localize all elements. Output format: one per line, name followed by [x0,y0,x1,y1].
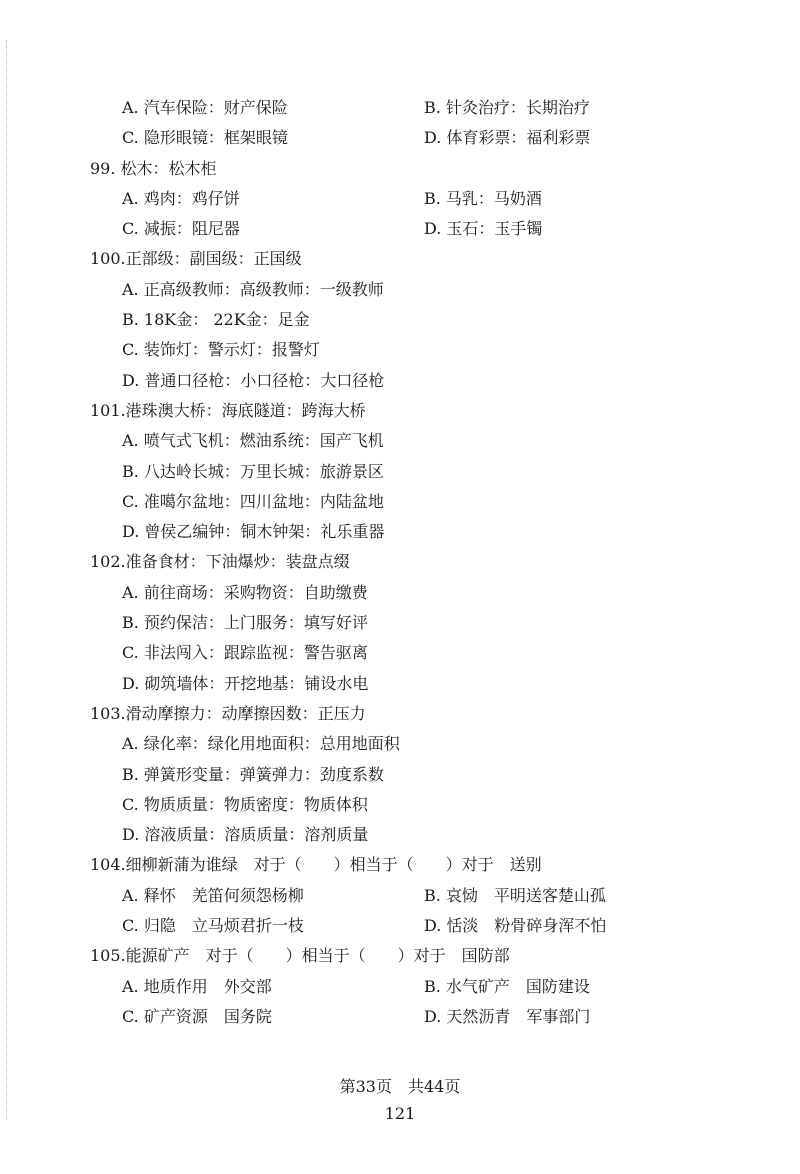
option-b: B. 预约保洁：上门服务：填写好评 [122,613,368,633]
question-104-stem: 104.细柳新蒲为谁绿 对于（ ）相当于（ ）对于 送别 [90,855,542,875]
option-b: B. 弹簧形变量：弹簧弹力：劲度系数 [122,764,384,784]
option-d: D. 溶液质量：溶质质量：溶剂质量 [122,825,369,845]
option-b: B. 哀恸 平明送客楚山孤 [424,885,606,905]
option-d: D. 砌筑墙体：开挖地基：铺设水电 [122,673,369,693]
option-b: B. 水气矿产 国防建设 [424,976,590,996]
option-b: B. 八达岭长城：万里长城：旅游景区 [122,461,384,481]
option-a: A. 前往商场：采购物资：自助缴费 [122,582,368,602]
option-row [90,214,770,244]
option-a: A. 绿化率：绿化用地面积：总用地面积 [122,734,400,754]
question-100-stem: 100.正部级：副国级：正国级 [90,249,302,269]
option-a: A. 喷气式飞机：燃油系统：国产飞机 [122,431,384,451]
page-number: 121 [384,1104,416,1123]
option-c: C. 隐形眼镜：框架眼镜 [122,128,288,148]
option-b: B. 18K金： 22K金：足金 [122,310,310,330]
option-row [90,911,770,941]
option-d: D. 恬淡 粉骨碎身浑不怕 [424,916,607,936]
option-a: A. 释怀 羌笛何须怨杨柳 [122,885,304,905]
option-c: C. 减振：阻尼器 [122,219,240,239]
option-c: C. 归隐 立马烦君折一枝 [122,916,304,936]
option-row [90,881,770,911]
question-99-stem: 99. 松木：松木柜 [90,158,217,178]
option-d: D. 玉石：玉手镯 [424,219,543,239]
option-row [90,1002,770,1032]
option-b: B. 马乳：马奶酒 [424,188,542,208]
option-c: C. 准噶尔盆地：四川盆地：内陆盆地 [122,491,384,511]
option-c: C. 物质质量：物质密度：物质体积 [122,794,368,814]
option-a: A. 鸡肉：鸡仔饼 [122,188,240,208]
question-102-stem: 102.准备食材：下油爆炒：装盘点缀 [90,552,350,572]
option-d: D. 曾侯乙编钟：铜木钟架：礼乐重器 [122,522,385,542]
option-a: A. 汽车保险：财产保险 [122,98,288,117]
question-list [90,93,770,1032]
option-c: C. 装饰灯：警示灯：报警灯 [122,340,320,360]
page-indicator: 第33页 共44页 [339,1077,461,1096]
option-a: A. 地质作用 外交部 [122,976,272,996]
option-row [90,972,770,1002]
option-d: D. 普通口径枪：小口径枪：大口径枪 [122,370,385,390]
option-row [90,123,770,153]
option-c: C. 非法闯入：跟踪监视：警告驱离 [122,643,368,663]
option-row [90,184,770,214]
option-c: C. 矿产资源 国务院 [122,1006,272,1026]
question-105-stem: 105.能源矿产 对于（ ）相当于（ ）对于 国防部 [90,946,510,966]
option-d: D. 体育彩票：福利彩票 [424,128,591,148]
option-row [90,93,770,123]
option-a: A. 正高级教师：高级教师：一级教师 [122,279,384,299]
question-103-stem: 103.滑动摩擦力：动摩擦因数：正压力 [90,703,366,723]
scan-margin-marks [6,40,8,1120]
option-b: B. 针灸治疗：长期治疗 [424,98,590,117]
option-d: D. 天然沥青 军事部门 [424,1006,591,1026]
question-101-stem: 101.港珠澳大桥：海底隧道：跨海大桥 [90,400,366,420]
